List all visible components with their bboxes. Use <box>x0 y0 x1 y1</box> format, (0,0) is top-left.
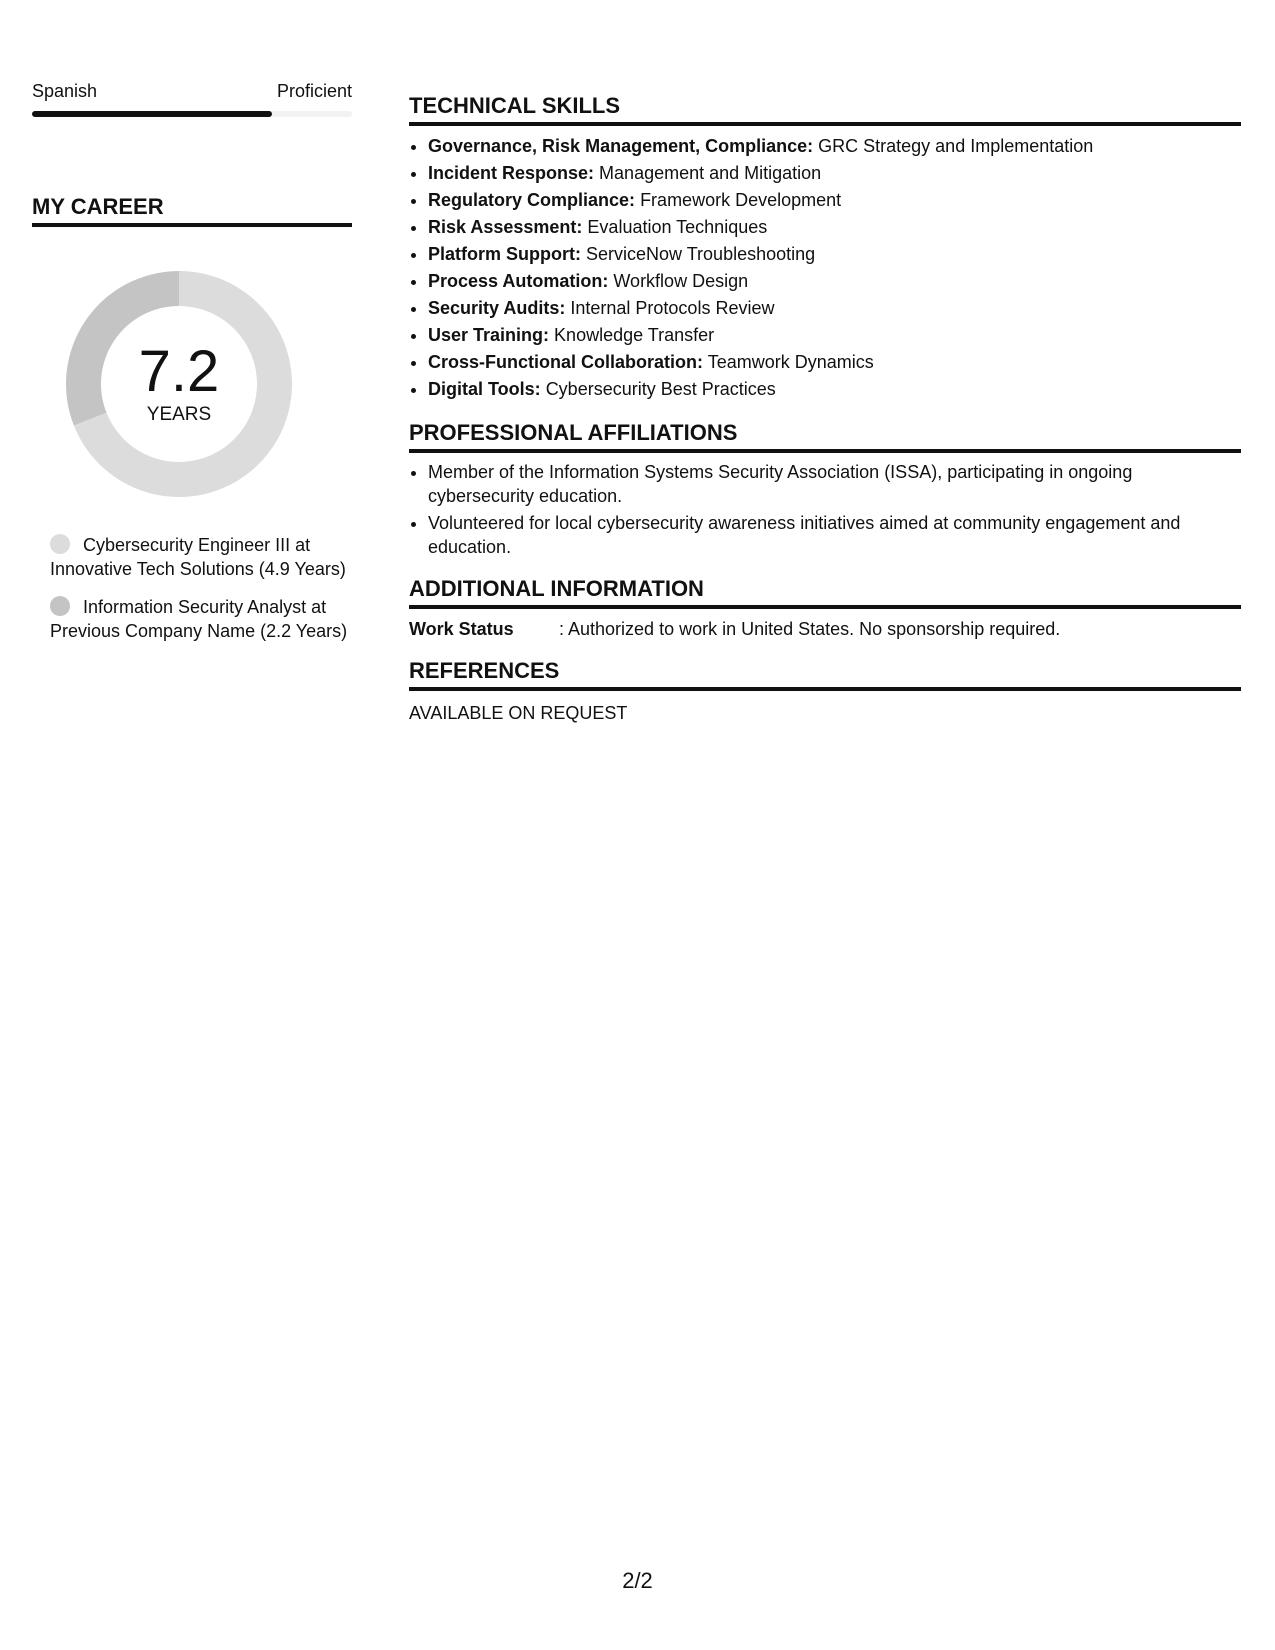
right-column <box>409 92 1241 725</box>
work-status-label: Work Status <box>409 619 514 639</box>
skill-item <box>428 322 1241 349</box>
legend-dot-icon <box>50 534 70 554</box>
career-item <box>50 595 352 643</box>
technical-skills-title: TECHNICAL SKILLS <box>409 92 1241 126</box>
language-proficiency-fill <box>32 111 272 117</box>
skill-label: Cross-Functional Collaboration: <box>428 352 704 372</box>
skill-label: Regulatory Compliance: <box>428 190 636 210</box>
skill-value: ServiceNow Troubleshooting <box>586 244 816 264</box>
skill-value: Management and Mitigation <box>599 163 822 183</box>
skill-label: Process Automation: <box>428 271 609 291</box>
skill-value: Cybersecurity Best Practices <box>545 379 776 399</box>
references-title: REFERENCES <box>409 657 1241 691</box>
skill-item <box>428 187 1241 214</box>
skill-value: Framework Development <box>640 190 842 210</box>
career-item <box>50 533 352 581</box>
skill-value: Knowledge Transfer <box>554 325 715 345</box>
skill-label: Governance, Risk Management, Compliance: <box>428 136 814 156</box>
skill-item <box>428 376 1241 403</box>
affiliations-title: PROFESSIONAL AFFILIATIONS <box>409 419 1241 453</box>
technical-skills-list <box>409 133 1241 403</box>
career-item-text: Cybersecurity Engineer III at Innovative Tech Solutions (4.9 Years) <box>50 535 346 579</box>
work-status-row <box>409 617 1241 641</box>
language-level: Proficient <box>276 81 352 101</box>
affiliation-item: • Volunteered for local cybersecurity awareness initiatives aimed at community engagement and education. <box>428 511 1241 559</box>
legend-dot-icon <box>50 596 70 616</box>
skill-item <box>428 295 1241 322</box>
skill-value: Evaluation Techniques <box>587 217 768 237</box>
donut-center <box>66 271 292 497</box>
skill-item <box>428 160 1241 187</box>
skill-label: Digital Tools: <box>428 379 541 399</box>
additional-info-title: ADDITIONAL INFORMATION <box>409 575 1241 609</box>
skill-item <box>428 214 1241 241</box>
skill-value: GRC Strategy and Implementation <box>818 136 1094 156</box>
skill-label: Platform Support: <box>428 244 581 264</box>
skill-item <box>428 241 1241 268</box>
language-name: Spanish <box>32 81 98 101</box>
skill-label: User Training: <box>428 325 550 345</box>
skill-value: Teamwork Dynamics <box>707 352 874 372</box>
skill-label: Security Audits: <box>428 298 566 318</box>
career-item-text: Information Security Analyst at Previous Company Name (2.2 Years) <box>50 597 348 641</box>
affiliations-list <box>409 460 1241 559</box>
references-text: AVAILABLE ON REQUEST <box>409 703 628 723</box>
left-column <box>32 80 352 657</box>
skill-item <box>428 349 1241 376</box>
skill-item <box>428 133 1241 160</box>
page-number: 2/2 <box>622 1568 653 1593</box>
skill-value: Workflow Design <box>613 271 749 291</box>
career-total-unit: YEARS <box>146 404 212 425</box>
language-proficiency-bar <box>32 111 352 117</box>
career-list <box>32 533 352 643</box>
skill-label: Incident Response: <box>428 163 595 183</box>
skill-value: Internal Protocols Review <box>570 298 775 318</box>
language-row <box>32 80 352 102</box>
work-status-value: : Authorized to work in United States. No sponsorship required. <box>559 619 1061 639</box>
affiliation-item: • Member of the Information Systems Security Association (ISSA), participating in ongoing cybersecurity education. <box>428 460 1241 508</box>
career-total-years: 7.2 <box>138 339 220 404</box>
career-donut-chart <box>66 271 292 497</box>
skill-label: Risk Assessment: <box>428 217 583 237</box>
career-title: MY CAREER <box>32 193 352 227</box>
skill-item <box>428 268 1241 295</box>
